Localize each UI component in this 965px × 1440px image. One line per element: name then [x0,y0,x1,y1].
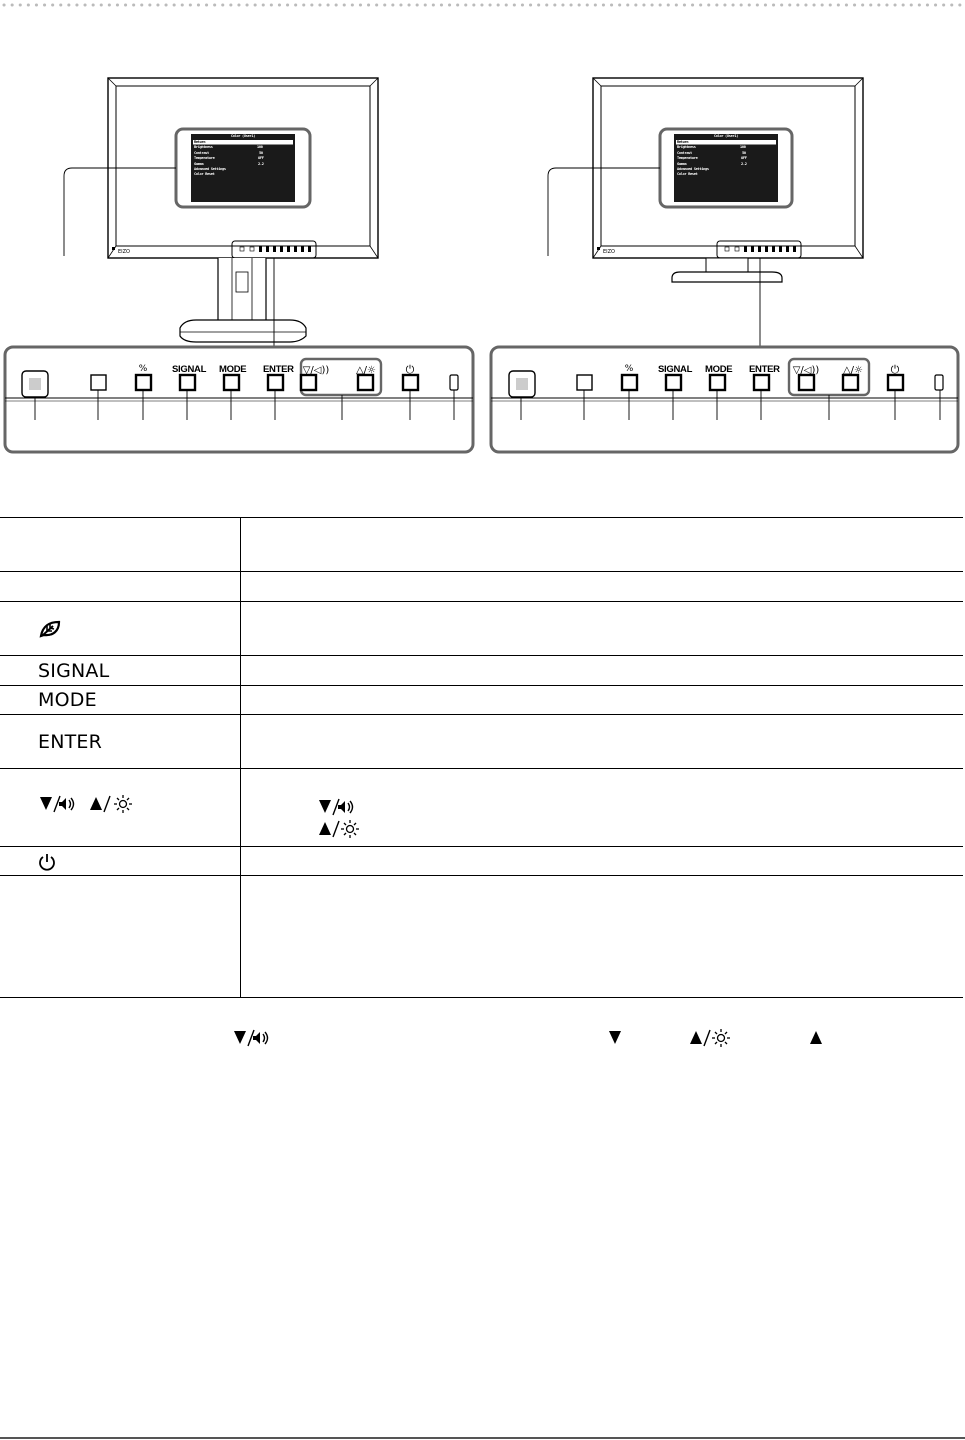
svg-text:%: % [624,364,634,374]
right-control-panel [491,347,958,452]
osd-value: 2.2 [258,161,264,166]
table-cell [240,847,963,876]
table-cell [0,847,240,876]
brightness-sun-icon [114,795,132,813]
table-row-signal [0,656,963,686]
left-enter-label: ENTER [263,364,294,375]
osd-value: 50 [259,150,263,155]
down-volume-up-brightness-icons [38,794,142,814]
osd-item: Temperature [194,156,215,161]
table-row-sensor [0,572,963,602]
table-row-indicator [0,876,963,998]
right-monitor [548,78,863,350]
osd-item: Return [194,140,206,144]
osd-value: OFF [741,156,747,161]
left-monitor [64,78,378,350]
svg-text:EIZO: EIZO [118,249,130,255]
right-mode-label: MODE [705,364,733,375]
bottom-rule [0,1437,965,1439]
osd-item: Temperature [677,156,698,161]
table-cell [240,602,963,656]
table-cell [0,876,240,998]
osd-item: Contrast [677,150,692,155]
table-cell [0,602,240,656]
down-triangle-icon [609,1031,621,1044]
table-cell [0,572,240,602]
osd-item: Advanced Settings [194,167,226,172]
down-volume-icon [317,797,363,817]
table-cell [240,876,963,998]
table-cell [240,769,963,847]
mode-label: MODE [38,689,97,711]
left-control-panel [5,347,473,452]
svg-text:△/☼: △/☼ [842,365,864,376]
controls-table [0,517,963,998]
up-triangle-icon [90,797,102,810]
svg-text:▽/◁)): ▽/◁)) [792,365,820,376]
table-row-arrows [0,769,963,847]
osd-item: Color Reset [194,172,215,177]
svg-text:EIZO: EIZO [603,249,615,255]
power-icon [38,853,56,871]
osd-item: Gamma [194,161,204,166]
eco-leaf-icon [38,619,62,639]
monitor-diagram [0,0,965,470]
right-enter-label: ENTER [749,364,780,375]
table-cell [240,656,963,686]
osd-value: 100 [740,145,746,150]
left-signal-label: SIGNAL [172,364,207,375]
svg-text:⏻: ⏻ [890,363,900,376]
speaker-icon [59,798,74,810]
table-cell [240,686,963,715]
down-triangle-icon [40,797,52,810]
right-signal-label: SIGNAL [658,364,693,375]
osd-item: Gamma [677,161,687,166]
osd-title: Color (User1) [230,134,256,138]
osd-title: Color (User1) [713,134,739,138]
arrow-desc-line-2 [281,817,964,839]
table-cell [0,518,240,572]
table-row-eco [0,602,963,656]
osd-value: 100 [257,145,263,150]
svg-text:▽/◁)): ▽/◁)) [302,365,330,376]
svg-text:△/☼: △/☼ [355,365,377,376]
osd-item: Advanced Settings [677,167,709,172]
osd-value: OFF [258,156,264,161]
enter-label: ENTER [38,730,103,753]
osd-item: Brightness [677,145,696,150]
table-cell [0,769,240,847]
table-cell [0,686,240,715]
osd-value: 2.2 [741,161,747,166]
table-row-header [0,518,963,572]
table-row-mode [0,686,963,715]
note-icons-line [0,1025,965,1051]
table-cell [0,715,240,769]
up-brightness-icon [317,819,363,839]
signal-label: SIGNAL [38,659,110,682]
table-cell [240,715,963,769]
table-cell [240,572,963,602]
table-cell [240,518,963,572]
table-row-power [0,847,963,876]
osd-item: Contrast [194,150,209,155]
eco-icon: % [138,364,148,374]
up-triangle-icon [810,1031,822,1044]
left-mode-label: MODE [219,364,247,375]
osd-value: 50 [742,150,746,155]
arrow-desc-line-1 [281,795,964,817]
table-row-enter [0,715,963,769]
osd-item: Color Reset [677,172,698,177]
table-cell [0,656,240,686]
osd-item: Return [677,140,689,144]
osd-item: Brightness [194,145,213,150]
svg-text:⏻: ⏻ [405,363,415,376]
